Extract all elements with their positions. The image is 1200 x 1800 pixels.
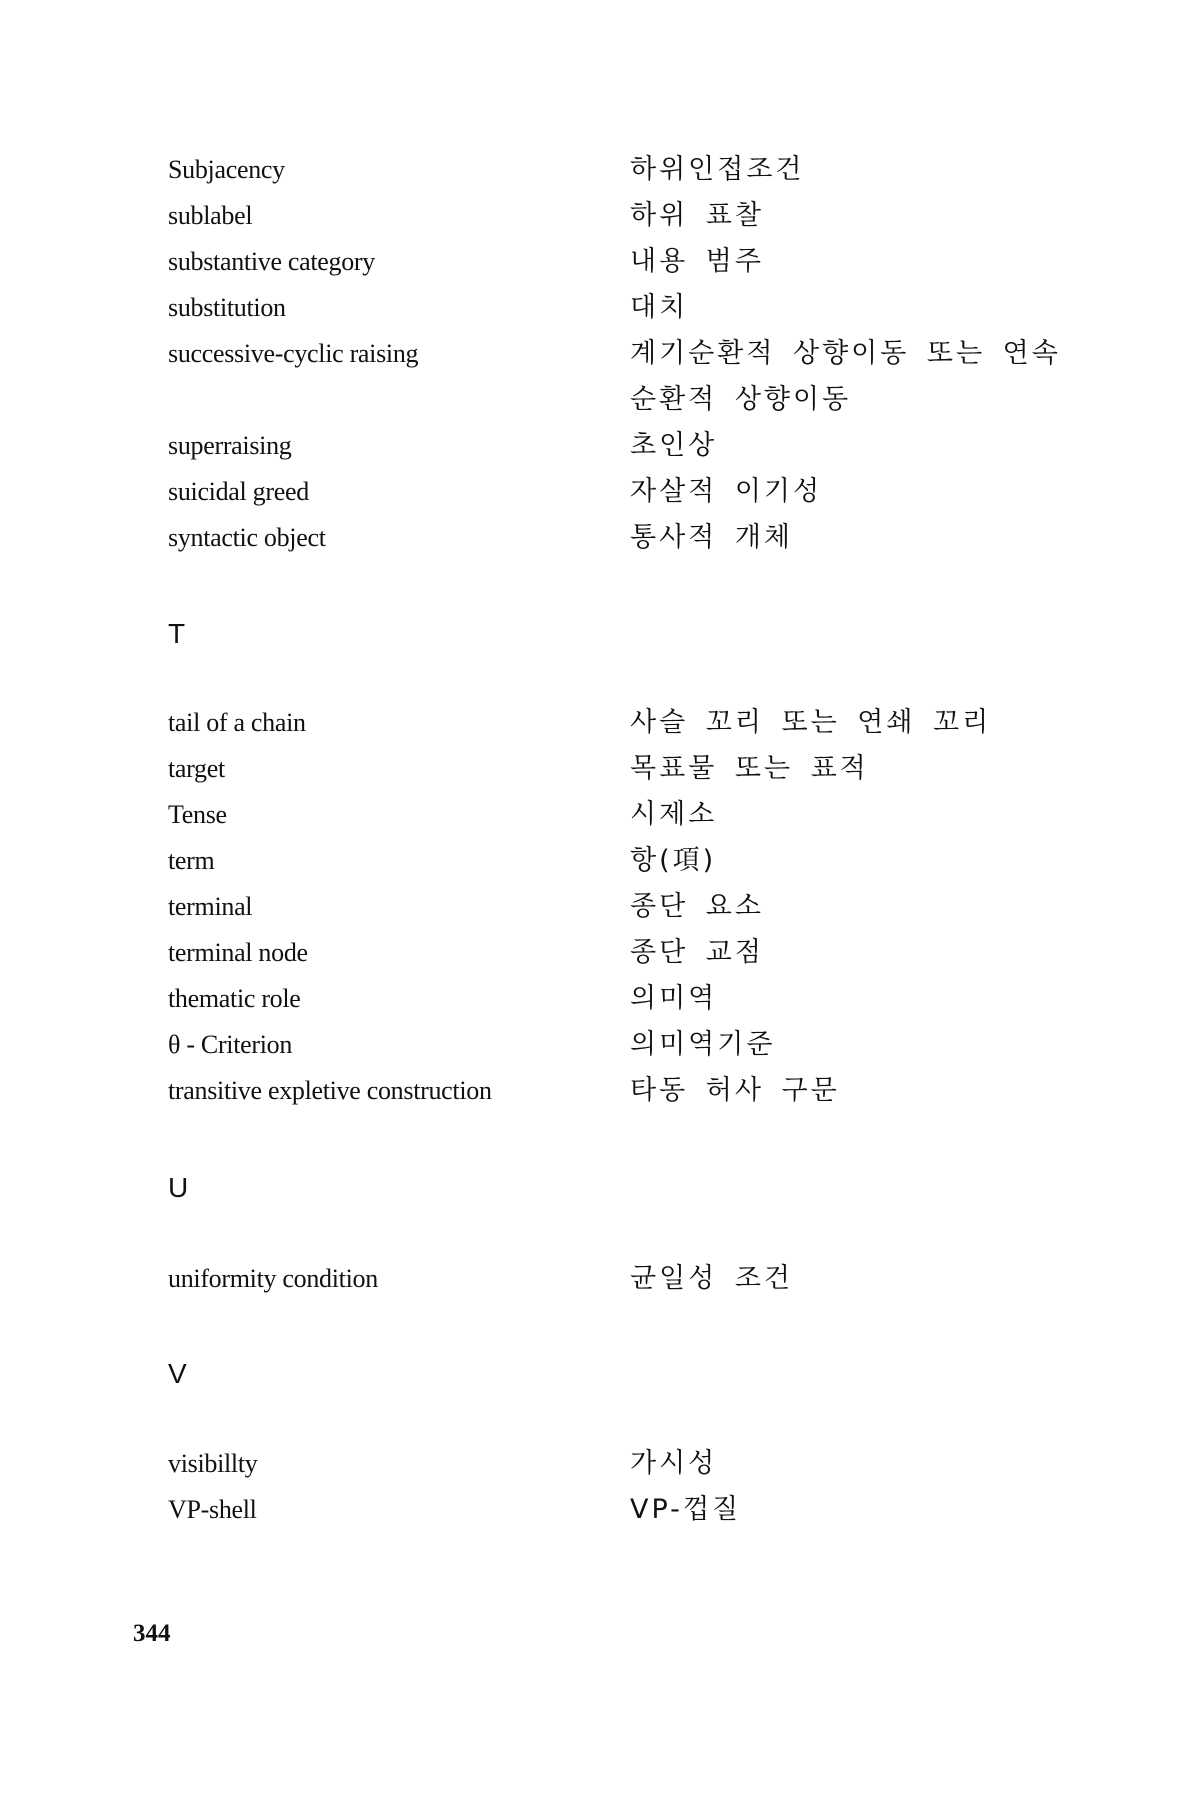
glossary-entry xyxy=(168,331,1068,423)
english-term: tail of a chain xyxy=(168,708,306,737)
korean-term: 균일성 조건 xyxy=(630,1263,793,1294)
korean-term: 계기순환적 상향이동 또는 연속 순환적 상향이동 xyxy=(630,338,1061,415)
glossary-entry xyxy=(168,746,1068,792)
glossary-entry xyxy=(168,1022,1068,1068)
english-term: Tense xyxy=(168,800,227,829)
glossary-entry xyxy=(168,1068,1068,1114)
korean-term: 하위 표찰 xyxy=(630,200,764,231)
page-number: 344 xyxy=(133,1620,171,1647)
glossary-entry xyxy=(168,469,1068,515)
section-v xyxy=(168,1441,1068,1533)
glossary-entry xyxy=(168,976,1068,1022)
glossary-entry xyxy=(168,700,1068,746)
section-u xyxy=(168,1256,1068,1302)
english-term: θ - Criterion xyxy=(168,1030,293,1059)
glossary-entry xyxy=(168,515,1068,561)
glossary-entry xyxy=(168,1441,1068,1487)
section-letter-t: T xyxy=(168,618,186,649)
glossary-entry xyxy=(168,792,1068,838)
english-term: visibillty xyxy=(168,1449,258,1478)
glossary-entry xyxy=(168,930,1068,976)
korean-term: 종단 요소 xyxy=(630,891,764,922)
korean-term: 초인상 xyxy=(630,430,718,461)
english-term: suicidal greed xyxy=(168,477,309,506)
english-term: superraising xyxy=(168,431,292,460)
english-term: thematic role xyxy=(168,984,301,1013)
korean-term: 목표물 또는 표적 xyxy=(630,753,869,784)
korean-term: 타동 허사 구문 xyxy=(630,1075,840,1106)
section-letter-u: U xyxy=(168,1172,189,1203)
korean-term: 항(項) xyxy=(630,845,717,876)
korean-term: 하위인접조건 xyxy=(630,154,805,185)
korean-term: 의미역기준 xyxy=(630,1029,776,1060)
english-term: uniformity condition xyxy=(168,1264,378,1293)
english-term: substitution xyxy=(168,293,286,322)
glossary-entry xyxy=(168,239,1068,285)
glossary-entry xyxy=(168,285,1068,331)
glossary-entry xyxy=(168,193,1068,239)
section-letter-v: V xyxy=(168,1358,187,1389)
korean-term: 종단 교점 xyxy=(630,937,764,968)
english-term: transitive expletive construction xyxy=(168,1076,492,1105)
korean-term: 사슬 꼬리 또는 연쇄 꼬리 xyxy=(630,707,992,738)
korean-term: 가시성 xyxy=(630,1448,718,1479)
glossary-entry xyxy=(168,838,1068,884)
section-t xyxy=(168,700,1068,1114)
glossary-entry xyxy=(168,1256,1068,1302)
korean-term: 대치 xyxy=(630,292,689,323)
english-term: target xyxy=(168,754,225,783)
glossary-entry xyxy=(168,884,1068,930)
section-s xyxy=(168,147,1068,561)
english-term: syntactic object xyxy=(168,523,326,552)
korean-term: VP-껍질 xyxy=(630,1494,742,1525)
korean-term: 내용 범주 xyxy=(630,246,764,277)
glossary-entry xyxy=(168,147,1068,193)
korean-term: 시제소 xyxy=(630,799,718,830)
korean-term: 통사적 개체 xyxy=(630,522,793,553)
english-term: substantive category xyxy=(168,247,375,276)
english-term: Subjacency xyxy=(168,155,285,184)
english-term: VP-shell xyxy=(168,1495,257,1524)
korean-term: 자살적 이기성 xyxy=(630,476,823,507)
glossary-entry xyxy=(168,423,1068,469)
korean-term: 의미역 xyxy=(630,983,718,1014)
glossary-entry xyxy=(168,1487,1068,1533)
english-term: terminal xyxy=(168,892,253,921)
english-term: sublabel xyxy=(168,201,253,230)
english-term: term xyxy=(168,846,215,875)
english-term: terminal node xyxy=(168,938,308,967)
english-term: successive-cyclic raising xyxy=(168,339,419,368)
